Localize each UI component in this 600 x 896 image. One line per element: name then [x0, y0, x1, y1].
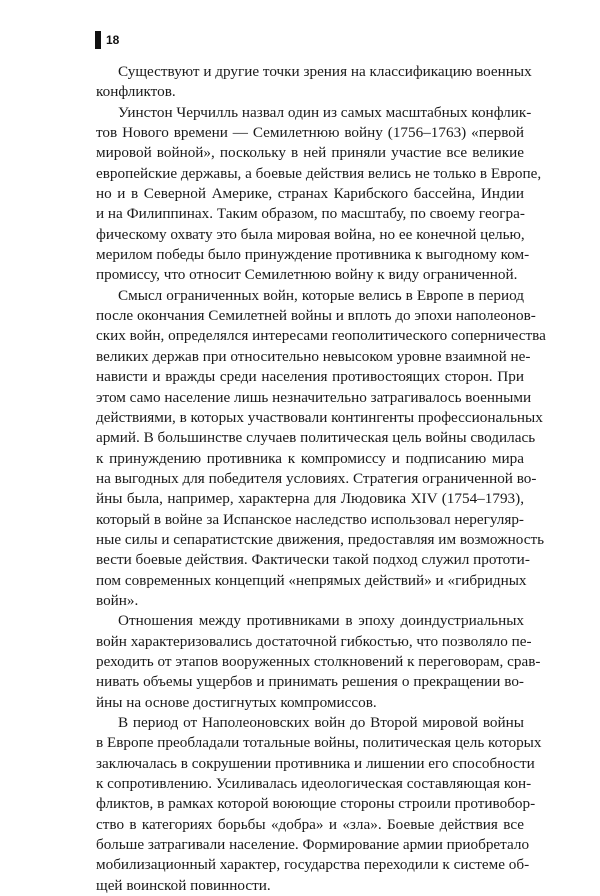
text-line: йны на основе достигнутых компромиссов. [96, 693, 377, 711]
text-line: В период от Наполеоновских войн до Второй мировой войны [118, 714, 524, 731]
text-line: ные силы и сепаратистские движения, предоставляя им возможность [96, 530, 545, 548]
text-line: мировой войной», поскольку в ней приняли участие все великие [96, 144, 524, 162]
text-line: армий. В большинстве случаев политическая цель войны сводилась [96, 429, 536, 447]
text-line: на выгодных для победителя условиях. Стратегия ограниченной во- [96, 469, 537, 487]
paragraph [96, 713, 542, 896]
text-line: заключалась в сокрушении противника и лишении его способности [96, 754, 535, 772]
text-line: войн». [96, 591, 139, 609]
body-text [96, 62, 546, 896]
paragraph [96, 103, 542, 286]
text-line: войн характеризовались достаточной гибкостью, что позволяло пе- [96, 632, 532, 650]
text-line: щей воинской повинности. [96, 876, 271, 894]
text-line: больше затрагивали население. Формирование армии приобретало [96, 836, 530, 854]
paragraph [96, 62, 532, 103]
text-line: который в войне за Испанское наследство использовал нерегуляр- [96, 510, 524, 528]
text-line: и на Филиппинах. Таким образом, по масштабу, по своему геогра- [96, 205, 525, 223]
text-line: Уинстон Черчилль назвал один из самых масштабных конфлик- [118, 103, 532, 121]
text-line: Существуют и другие точки зрения на классификацию военных [118, 63, 532, 80]
paragraph [96, 611, 541, 713]
text-line: этом само население лишь незначительно затрагивалось военными [96, 388, 532, 406]
text-line: Отношения между противниками в эпоху доиндустриальных [118, 612, 524, 630]
text-line: нависти и вражды среди населения противостоящих сторон. При [96, 368, 524, 386]
text-line: фликтов, в рамках которой воюющие стороны строили противобор- [96, 795, 536, 813]
text-line: действиями, в которых участвовали контингенты профессиональных [96, 408, 543, 426]
text-line: но и в Северной Америке, странах Карибского бассейна, Индии [96, 185, 524, 203]
text-line: ских войн, определялся интересами геополитического соперничества [96, 327, 546, 345]
text-line: мерилом победы было принуждение противника к выгодному ком- [96, 246, 530, 264]
page-number: 18 [106, 33, 120, 47]
text-line: к сопротивлению. Усиливалась идеологическая составляющая кон- [96, 775, 532, 793]
text-line: нивать объемы ущербов и принимать решения о прекращении во- [96, 673, 524, 691]
header-marker-bar [95, 31, 101, 49]
paragraph [96, 286, 546, 612]
text-line: вести боевые действия. Фактически такой подход служил прототи- [96, 551, 530, 569]
page-header [95, 31, 119, 49]
text-line: после окончания Семилетней войны и вплоть до эпохи наполеонов- [96, 307, 536, 325]
text-line: мобилизационный характер, государства переходили к системе об- [96, 856, 530, 874]
text-line: ство в категориях борьбы «добра» и «зла». Боевые действия все [96, 815, 524, 833]
text-line: европейские державы, а боевые действия велись не только в Европе, [96, 164, 542, 182]
text-line: Смысл ограниченных войн, которые велись в Европе в период [118, 286, 524, 304]
text-line: фическому охвату это была мировая война, но ее конечной целью, [96, 225, 525, 243]
text-line: к принуждению противника к компромиссу и подписанию мира [96, 449, 524, 467]
text-line: пом современных концепций «непрямых действий» и «гибридных [96, 571, 527, 589]
text-line: в Европе преобладали тотальные войны, политическая цель которых [96, 734, 542, 752]
text-line: реходить от этапов вооруженных столкновений к переговорам, срав- [96, 652, 541, 670]
text-line: великих держав при относительно невысоком уровне взаимной не- [96, 347, 531, 365]
text-line: тов Нового времени — Семилетнюю войну (1756–1763) «первой [96, 124, 524, 142]
text-line: промиссу, что относит Семилетнюю войну к виду ограниченной. [96, 266, 518, 284]
text-line: йны была, например, характерна для Людовика XIV (1754–1793), [96, 490, 524, 508]
text-line: конфликтов. [96, 83, 176, 101]
